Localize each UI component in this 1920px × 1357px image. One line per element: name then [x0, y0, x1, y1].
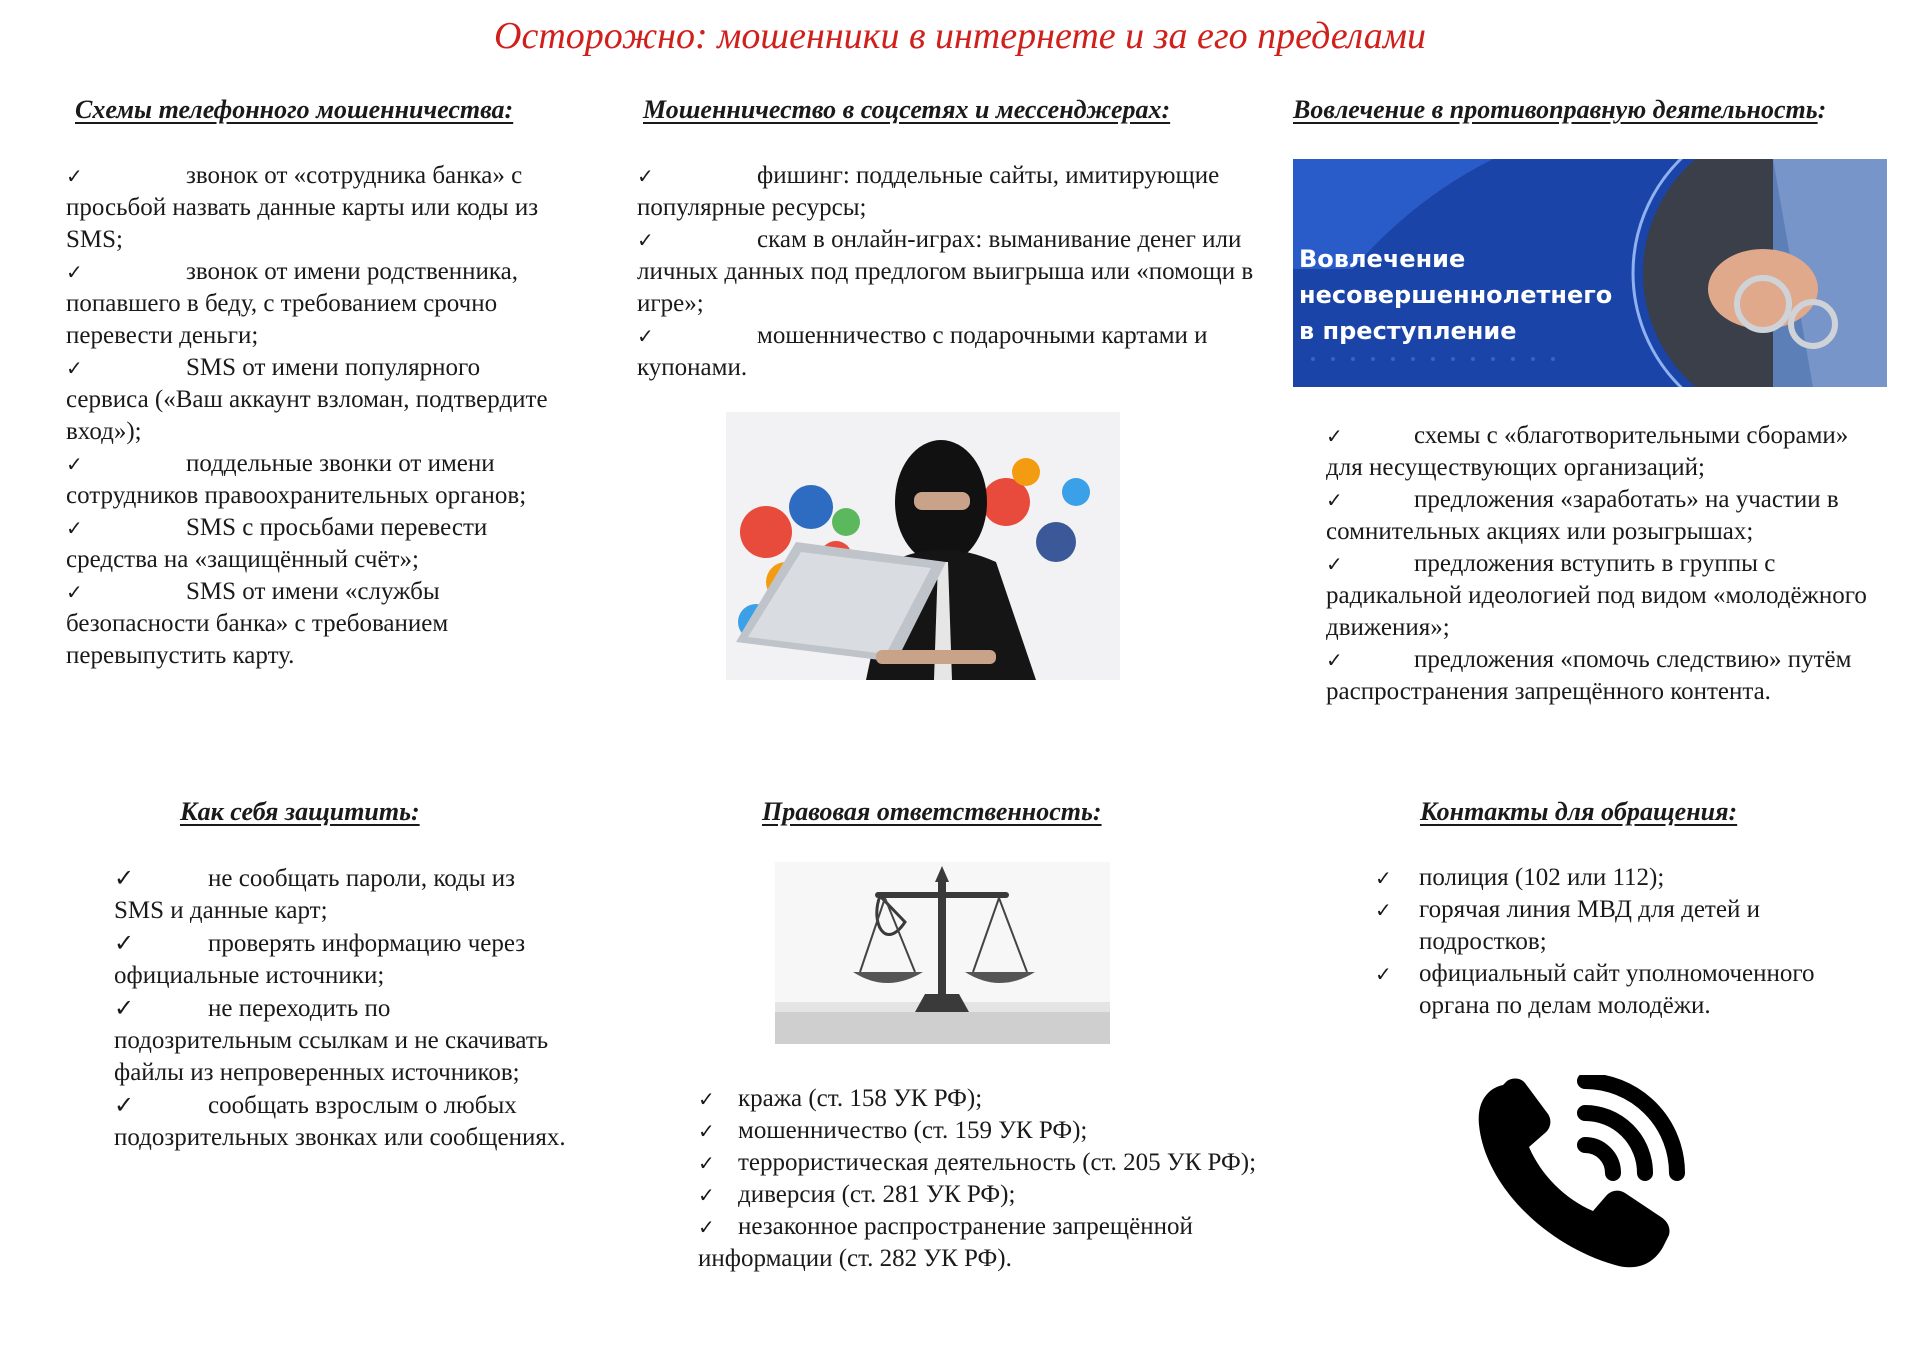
check-icon: ✓	[114, 864, 135, 892]
check-icon: ✓	[1375, 866, 1392, 890]
phone-call-icon	[1475, 1075, 1685, 1275]
list-item: ✓ террористическая деятельность (ст. 205 УК РФ);	[698, 1147, 1258, 1179]
check-icon: ✓	[114, 1091, 135, 1119]
banner-line: Вовлечение	[1299, 245, 1466, 273]
check-icon: ✓	[637, 324, 654, 348]
legal-list	[698, 1083, 1258, 1275]
check-icon: ✓	[66, 516, 83, 540]
check-icon: ✓	[698, 1151, 715, 1175]
list-item: ✓ звонок от имени родственника, попавшего в беду, с требованием срочно перевести деньги;	[66, 258, 518, 349]
hacker-photo	[726, 412, 1120, 680]
list-item: ✓ кража (ст. 158 УК РФ);	[698, 1083, 1258, 1115]
list-item: ✓ сообщать взрослым о любых подозрительных звонках или сообщениях.	[114, 1091, 566, 1151]
phone-heading: Схемы телефонного мошенничества:	[75, 95, 514, 124]
list-item: ✓ поддельные звонки от имени сотрудников правоохранительных органов;	[66, 450, 527, 509]
scales-of-justice-icon	[775, 862, 1110, 1044]
check-icon: ✓	[637, 164, 654, 188]
contacts-heading: Контакты для обращения:	[1420, 797, 1738, 826]
list-item: ✓ мошенничество с подарочными картами и купонами.	[637, 322, 1208, 381]
banner-line: несовершеннолетнего	[1299, 281, 1613, 309]
list-item: ✓ предложения «помочь следствию» путём распространения запрещённого контента.	[1326, 646, 1852, 705]
check-icon: ✓	[1326, 488, 1343, 512]
check-icon: ✓	[114, 994, 135, 1022]
list-item: ✓ звонок от «сотрудника банка» с просьбой назвать данные карты или коды из SMS;	[66, 162, 539, 253]
list-item: ✓ схемы с «благотворительными сборами» для несуществующих организаций;	[1326, 422, 1849, 481]
check-icon: ✓	[698, 1087, 715, 1111]
check-icon: ✓	[698, 1215, 715, 1239]
check-icon: ✓	[66, 580, 83, 604]
list-item: ✓ незаконное распространение запрещённой информации (ст. 282 УК РФ).	[698, 1213, 1193, 1272]
check-icon: ✓	[1326, 552, 1343, 576]
list-item: ✓ не переходить по подозрительным ссылкам и не скачивать файлы из непроверенных источников;	[114, 994, 549, 1086]
protect-heading: Как себя защитить:	[180, 797, 420, 826]
list-item: ✓ проверять информацию через официальные источники;	[114, 929, 526, 989]
list-item: ✓ SMS с просьбами перевести средства на «защищённый счёт»;	[66, 514, 488, 573]
check-icon: ✓	[1375, 962, 1392, 986]
social-list	[637, 160, 1257, 384]
page-title: Осторожно: мошенники в интернете и за его пределами	[494, 15, 1426, 57]
handcuffs-banner	[1293, 159, 1887, 387]
involve-list	[1326, 420, 1886, 708]
check-icon: ✓	[698, 1183, 715, 1207]
list-item: ✓ предложения вступить в группы с радикальной идеологией под видом «молодёжного движения»;	[1326, 550, 1867, 641]
list-item: ✓ официальный сайт уполномоченного органа по делам молодёжи.	[1375, 960, 1815, 1019]
list-item: ✓ полиция (102 или 112);	[1375, 862, 1885, 894]
check-icon: ✓	[114, 929, 135, 957]
legal-heading: Правовая ответственность:	[762, 797, 1102, 826]
check-icon: ✓	[1326, 648, 1343, 672]
check-icon: ✓	[66, 356, 83, 380]
check-icon: ✓	[637, 228, 654, 252]
list-item: ✓ фишинг: поддельные сайты, имитирующие популярные ресурсы;	[637, 162, 1220, 221]
phone-list	[66, 160, 566, 672]
list-item: ✓ горячая линия МВД для детей и подростков;	[1375, 896, 1760, 955]
check-icon: ✓	[66, 260, 83, 284]
contacts-list	[1375, 862, 1885, 1022]
check-icon: ✓	[66, 452, 83, 476]
list-item: ✓ скам в онлайн-играх: выманивание денег или личных данных под предлогом выигрыша или «помощи в игре»;	[637, 226, 1254, 317]
list-item: ✓ не сообщать пароли, коды из SMS и данные карт;	[114, 864, 515, 924]
list-item: ✓ предложения «заработать» на участии в сомнительных акциях или розыгрышах;	[1326, 486, 1839, 545]
social-heading: Мошенничество в соцсетях и мессенджерах:	[643, 95, 1171, 124]
list-item: ✓ мошенничество (ст. 159 УК РФ);	[698, 1115, 1258, 1147]
check-icon: ✓	[1375, 898, 1392, 922]
list-item: ✓ SMS от имени популярного сервиса («Ваш аккаунт взломан, подтвердите вход»);	[66, 354, 548, 445]
check-icon: ✓	[66, 164, 83, 188]
check-icon: ✓	[1326, 424, 1343, 448]
banner-line: в преступление	[1299, 317, 1517, 345]
check-icon: ✓	[698, 1119, 715, 1143]
list-item: ✓ SMS от имени «службы безопасности банка» с требованием перевыпустить карту.	[66, 578, 449, 669]
list-item: ✓ диверсия (ст. 281 УК РФ);	[698, 1179, 1258, 1211]
protect-list	[114, 862, 569, 1154]
involve-heading: Вовлечение в противоправную деятельность:	[1293, 95, 1827, 124]
